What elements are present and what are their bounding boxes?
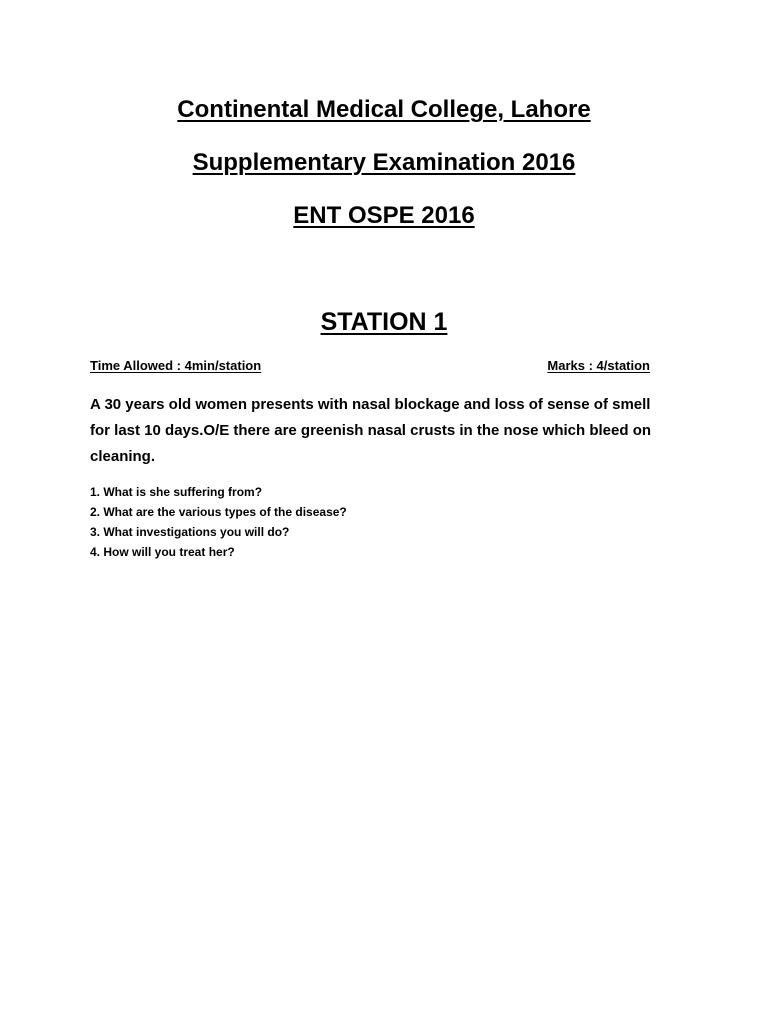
subject-title: ENT OSPE 2016 xyxy=(293,202,475,229)
question-item: 4. How will you treat her? xyxy=(90,545,235,559)
question-list xyxy=(90,482,690,562)
case-description: A 30 years old women presents with nasal blockage and loss of sense of smell for last 10 days.O/E there are greenish nasal crusts in the nose which bleed on cleaning. xyxy=(90,396,652,465)
exam-title: Supplementary Examination 2016 xyxy=(192,149,576,176)
question-item: 1. What is she suffering from? xyxy=(90,485,263,499)
question-item: 2. What are the various types of the disease? xyxy=(90,505,347,519)
time-allowed: Time Allowed : 4min/station xyxy=(90,358,262,373)
college-title: Continental Medical College, Lahore xyxy=(177,96,591,123)
marks: Marks : 4/station xyxy=(547,358,650,373)
station-title: STATION 1 xyxy=(320,308,448,336)
question-item: 3. What investigations you will do? xyxy=(90,525,290,539)
